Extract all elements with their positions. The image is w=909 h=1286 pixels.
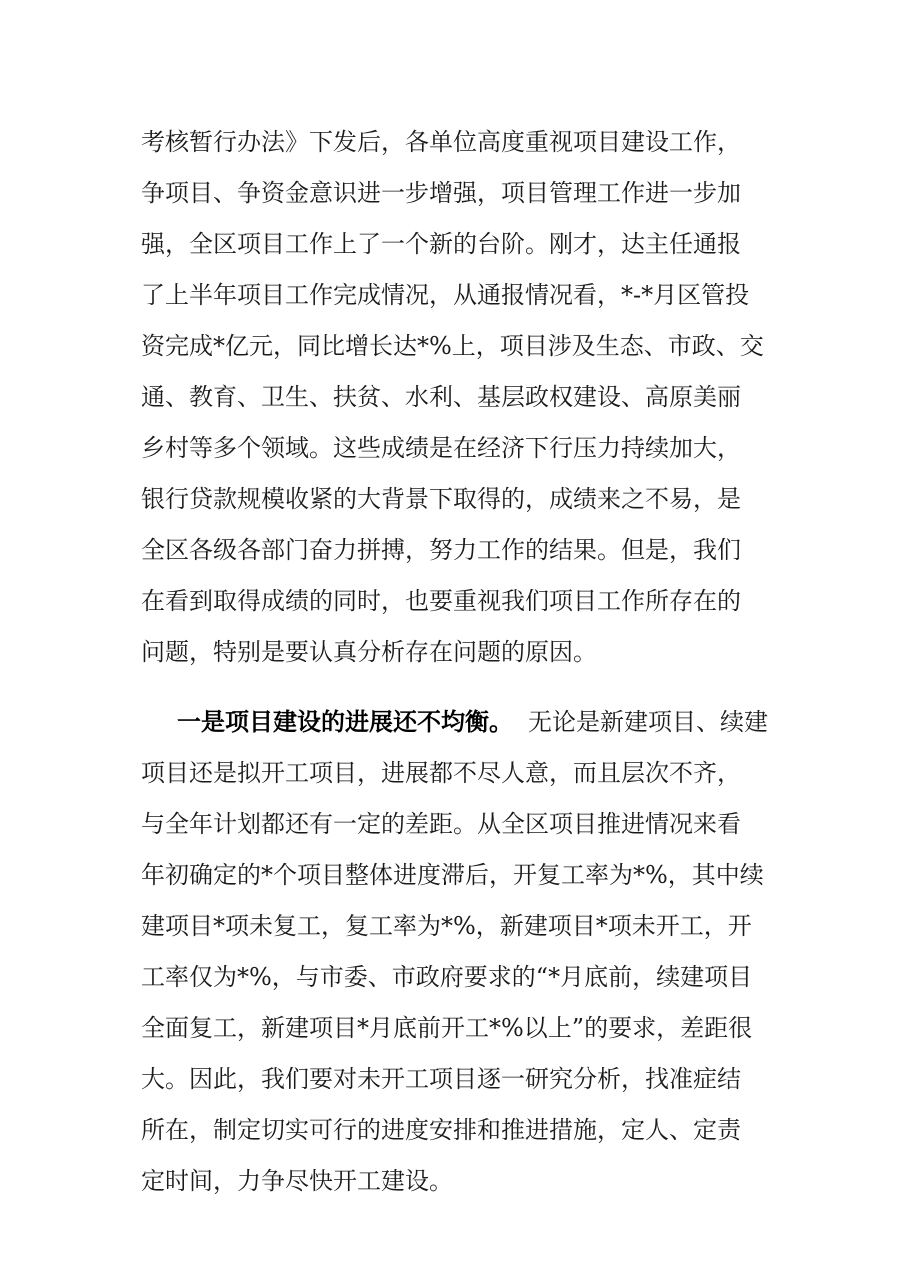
paragraph-line <box>0 581 909 621</box>
text-line-6: 通、教育、卫生、扶贫、水利、基层政权建设、高原美丽 <box>141 383 741 411</box>
text-line-4: 了上半年项目工作完成情况，从通报情况看，*-*月区管投 <box>141 281 750 309</box>
paragraph-line <box>0 957 909 997</box>
text-line-18: 全面复工，新建项目*月底前开工*%以上”的要求，差距很 <box>141 1014 753 1042</box>
section-heading: 一是项目建设的进展还不均衡。 <box>177 708 513 736</box>
text-line-9: 全区各级各部门奋力拼搏，努力工作的结果。但是，我们 <box>141 536 741 564</box>
paragraph-line <box>0 804 909 844</box>
paragraph-line <box>0 632 909 672</box>
text-line-13: 项目还是拟开工项目，进展都不尽人意，而且层次不齐， <box>141 759 741 787</box>
text-line-17: 工率仅为*%，与市委、市政府要求的“*月底前，续建项目 <box>141 963 753 991</box>
paragraph-line <box>0 753 909 793</box>
paragraph-line <box>0 906 909 946</box>
paragraph-line <box>0 479 909 519</box>
text-line-7: 乡村等多个领域。这些成绩是在经济下行压力持续加大， <box>141 434 741 462</box>
text-line-21: 定时间，力争尽快开工建设。 <box>141 1167 453 1195</box>
paragraph-line <box>0 1059 909 1099</box>
text-line-10: 在看到取得成绩的同时，也要重视我们项目工作所存在的 <box>141 587 741 615</box>
paragraph-line <box>0 224 909 264</box>
text-line-19: 大。因此，我们要对未开工项目逐一研究分析，找准症结 <box>141 1065 741 1093</box>
paragraph-line <box>0 1161 909 1201</box>
text-line-16: 建项目*项未复工，复工率为*%，新建项目*项未开工，开 <box>141 912 752 940</box>
paragraph-first-line <box>0 702 909 742</box>
text-line-8: 银行贷款规模收紧的大背景下取得的，成绩来之不易，是 <box>141 485 741 513</box>
text-line-11: 问题，特别是要认真分析存在问题的原因。 <box>141 638 597 666</box>
paragraph-line <box>0 326 909 366</box>
paragraph-line <box>0 173 909 213</box>
text-line-2: 争项目、争资金意识进一步增强，项目管理工作进一步加 <box>141 179 741 207</box>
text-line-15: 年初确定的*个项目整体进度滞后，开复工率为*%，其中续 <box>141 861 764 889</box>
text-line-20: 所在，制定切实可行的进度安排和推进措施，定人、定责 <box>141 1116 741 1144</box>
text-line-14: 与全年计划都还有一定的差距。从全区项目推进情况来看 <box>141 810 741 838</box>
text-line-5: 资完成*亿元，同比增长达*%上，项目涉及生态、市政、交 <box>141 332 764 360</box>
paragraph-line <box>0 122 909 162</box>
paragraph-line <box>0 530 909 570</box>
paragraph-line <box>0 428 909 468</box>
paragraph-line <box>0 377 909 417</box>
text-line-12: 无论是新建项目、续建 <box>528 708 768 736</box>
paragraph-line <box>0 855 909 895</box>
paragraph-line <box>0 275 909 315</box>
text-line-3: 强，全区项目工作上了一个新的台阶。刚才，达主任通报 <box>141 230 741 258</box>
text-line-1: 考核暂行办法》下发后，各单位高度重视项目建设工作， <box>141 128 741 156</box>
paragraph-line <box>0 1008 909 1048</box>
paragraph-line <box>0 1110 909 1150</box>
